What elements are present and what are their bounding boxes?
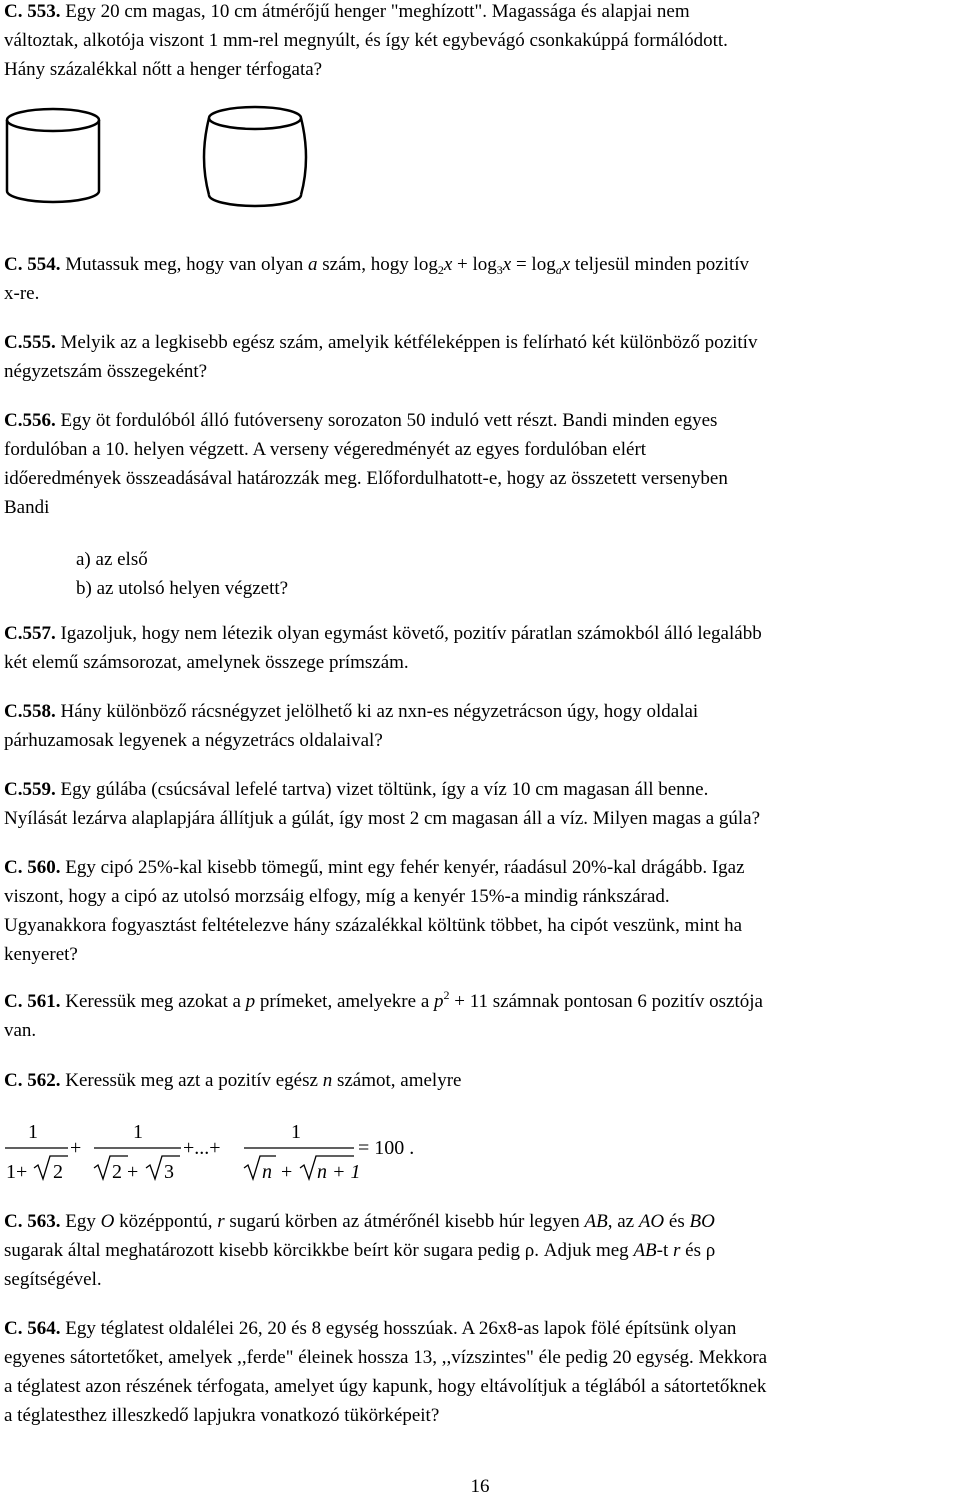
problem-559: C.559. Egy gúlába (csúcsával lefelé tartva) vizet töltünk, így a víz 10 cm magasan áll benne. Nyílását lezárva alaplapjára állítjuk a gúlát, így most 2 cm magasan áll a víz. Milyen magas a gúla? [4,779,761,829]
svg-text:2: 2 [112,1161,122,1183]
fraction-1-numerator: 1 [28,1121,38,1143]
svg-text:+...+: +...+ [183,1137,221,1159]
svg-text:+: + [70,1137,82,1159]
problem-number: C.557. [4,623,56,644]
problem-564: C. 564. Egy téglatest oldalélei 26, 20 és 8 egység hosszúak. A 26x8-as lapok fölé építsünk olyan egyenes sátortetőket, amelyek ,,ferde" éleinek hossza 13, ,,vízszintes" éle pedig 20 egység. Mekkora a téglatest azon részének térfogata, amelyet úgy kapunk, hogy eltávolítjuk a téglából a sátortetőknek a téglatesthez illeszkedő lapjukra vonatkozó tükörképeit? [4,1318,768,1426]
option-b: b) az utolsó helyen végzett? [76,578,289,599]
problem-number: C.555. [4,332,56,353]
problem-554: C. 554. Mutassuk meg, hogy van olyan a szám, hogy $\log_2x + \log_3x = \log_ax$ teljesül minden pozitív x-re. [4,250,952,308]
sqrt-sign [94,1156,128,1179]
problem-number: C. 564. [4,1318,61,1339]
problem-560: C. 560. Egy cipó 25%-kal kisebb tömegű, mint egy fehér kenyér, ráadásul 20%-kal drágább. Igaz viszont, hogy a cipó az utolsó morzsáig elfogy, míg a kenyér 15%-a mindig ránkszárad. Ugyanakkora fogyasztást feltételezve hány százalékkal költünk többet, ha cipót veszünk, mint ha kenyeret? [4,857,745,965]
straight-cylinder-figure [7,109,99,202]
problem-text: változtak, alkotója viszont 1 mm-rel megnyúlt, és így két egybevágó csonkakúppá formálódott. [4,30,728,51]
bulged-cylinder-figure [204,107,306,206]
problem-number: C.559. [4,779,56,800]
problem-number: C. 553. [4,1,61,22]
problem-number: C.558. [4,701,56,722]
sqrt-sign [146,1156,180,1179]
problem-number: C. 560. [4,857,61,878]
problem-558: C.558. Hány különböző rácsnégyzet jelölhető ki az nxn-es négyzetrácson úgy, hogy oldalai párhuzamosak legyenek a négyzetrács oldalaival? [4,701,699,751]
option-a: a) az első [76,549,148,570]
problem-number: C. 561. [4,991,61,1012]
fraction-3-numerator: 1 [291,1121,301,1143]
problem-text: Egy 20 cm magas, 10 cm átmérőjű henger "meghízott". Magassága és alapjai nem [65,1,690,22]
svg-text:+: + [127,1161,139,1183]
formula-rhs: = 100 . [358,1137,415,1159]
problem-562: C. 562. Keressük meg azt a pozitív egész n számot, amelyre [4,1070,462,1091]
svg-text:3: 3 [164,1161,174,1183]
problem-number: C. 562. [4,1070,61,1091]
problem-555: C.555. Melyik az a legkisebb egész szám, amelyik kétféleképpen is felírható két különböző pozitív négyzetszám összegeként? [4,332,758,382]
problem-text: x-re. [4,283,40,304]
svg-text:n + 1: n + 1 [317,1161,361,1183]
fraction-2-numerator: 1 [133,1121,143,1143]
problem-561: C. 561. Keressük meg azokat a p prímeket, amelyekre a $p^2 + 11$ számnak pontosan 6 pozitív osztója van. [4,988,763,1041]
problem-557: C.557. Igazoljuk, hogy nem létezik olyan egymást követő, pozitív páratlan számokból álló legalább két elemű számsorozat, amelynek összege prímszám. [4,623,762,673]
problem-number: C.556. [4,410,56,431]
fraction-1-denominator: 1+ [6,1161,28,1183]
problem-text: Hány százalékkal nőtt a henger térfogata? [4,59,323,80]
problem-number: C. 563. [4,1211,61,1232]
svg-text:n: n [262,1161,272,1183]
page-number: 16 [470,1476,490,1497]
cylinder-figures [0,100,400,210]
problem-556: C.556. Egy öt fordulóból álló futóverseny sorozaton 50 induló vett részt. Bandi minden egyes fordulóban a 10. helyen végzett. A verseny végeredményét az egyes fordulóban elért időeredmények összeadásával határozzák meg. Előfordulhatott-e, hogy az összetett versenyben Bandi a) az első b) az utolsó helyen végzett? [4,406,952,603]
problem-563: C. 563. Egy O középpontú, r sugarú körben az átmérőnél kisebb húr legyen AB, az AO és BO sugarak által meghatározott kisebb körcikkbe beírt kör sugara pedig ρ. Adjuk meg AB-t r és ρ segítségével. [4,1211,716,1290]
svg-text:2: 2 [53,1161,63,1183]
problem-number: C. 554. [4,254,61,275]
svg-text:+: + [281,1161,293,1183]
sum-formula [0,1118,700,1188]
problem-553 [4,0,952,84]
